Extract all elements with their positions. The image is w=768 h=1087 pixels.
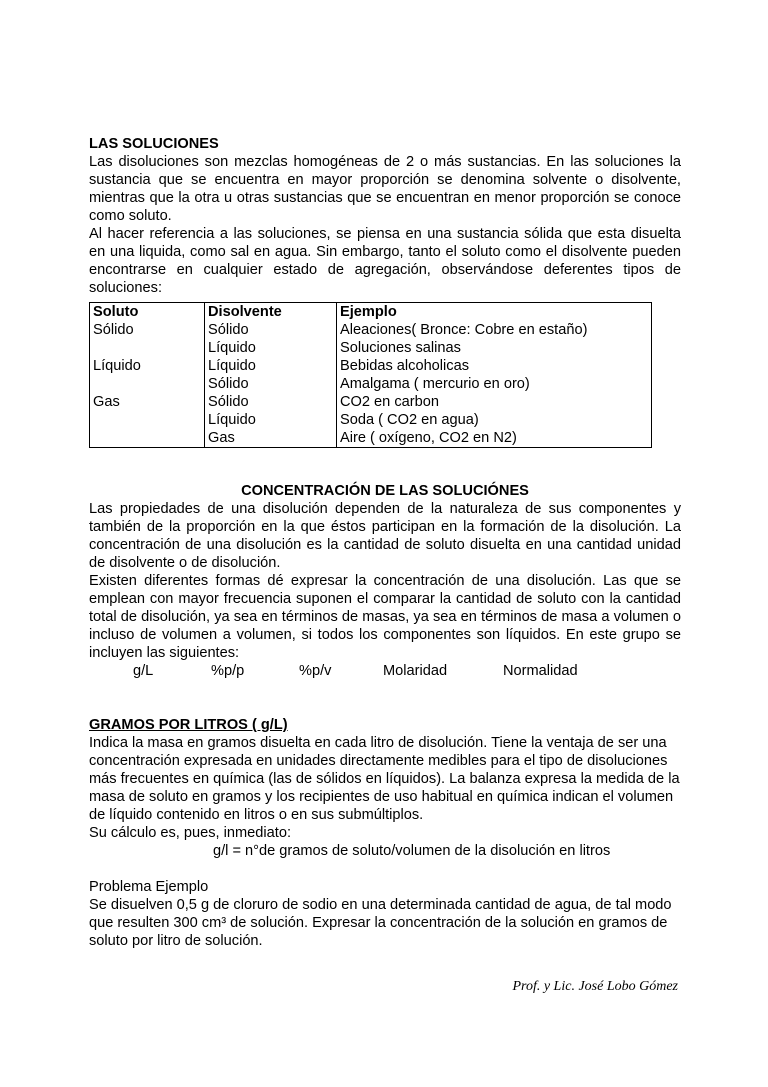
unit-item: Normalidad [503,663,578,679]
spacer [89,860,681,878]
table-row [90,411,652,429]
cell-disolvente: Gas [205,429,337,448]
formula: g/l = n°de gramos de soluto/volumen de la disolución en litros [213,843,611,859]
paragraph-tipos: Al hacer referencia a las soluciones, se piensa en una sustancia sólida que esta disuelta en una liquida, como sal en agua. Sin embargo, tanto el soluto como el disolvente pueden encontrarse en cualquier estado de agregación, observándose deferentes tipos de soluciones: [89,226,681,296]
units-list [89,662,681,680]
cell-ejemplo: CO2 en carbon [337,393,652,411]
spacer [89,448,681,482]
table-row [90,375,652,393]
paragraph-formas: Existen diferentes formas dé expresar la concentración de una disolución. Las que se emplean con mayor frecuencia suponen el comparar la cantidad de soluto con la cantidad total de disolución, ya sea en términos de masas, ya sea en términos de masa a volumen o incluso de volumen a volumen, si todos los componentes son líquidos. En este grupo se incluyen las siguientes: [89,573,681,661]
cell-disolvente: Sólido [205,375,337,393]
paragraph-calculo: Su cálculo es, pues, inmediato: [89,825,291,841]
section-title-concentracion: CONCENTRACIÓN DE LAS SOLUCIÓNES [241,483,529,499]
cell-soluto [90,375,205,393]
unit-item: Molaridad [383,663,448,679]
header-disolvente: Disolvente [205,303,337,322]
table-row [90,357,652,375]
cell-disolvente: Líquido [205,357,337,375]
table-row [90,321,652,339]
cell-ejemplo: Soluciones salinas [337,339,652,357]
cell-disolvente: Líquido [205,339,337,357]
table-row [90,393,652,411]
table-row [90,429,652,448]
cell-disolvente: Líquido [205,411,337,429]
solutions-table [89,302,652,448]
document-page [89,135,681,950]
paragraph-definicion: Las disoluciones son mezclas homogéneas de 2 o más sustancias. En las soluciones la sustancia que se encuentra en mayor proporción se denomina solvente o disolvente, mientras que la otra u otras sustancias que se encuentran en menor proporción se conoce como soluto. [89,154,681,224]
header-ejemplo: Ejemplo [337,303,652,322]
cell-soluto: Sólido [90,321,205,339]
cell-soluto [90,411,205,429]
section-title-gramos: GRAMOS POR LITROS ( g/L) [89,717,288,733]
cell-disolvente: Sólido [205,393,337,411]
unit-item: %p/v [299,663,332,679]
unit-item: g/L [133,663,154,679]
paragraph-gramos: Indica la masa en gramos disuelta en cada litro de disolución. Tiene la ventaja de ser una concentración expresada en unidades directamente medibles para el tipo de disoluciones más frecuentes en química (las de sólidos en líquidos). La balanza expresa la medida de la masa de soluto en gramos y los recipientes de uso habitual en química indican el volumen de líquido contenido en litros o en sus submúltiplos. [89,735,680,823]
cell-soluto [90,429,205,448]
cell-soluto: Gas [90,393,205,411]
header-soluto: Soluto [90,303,205,322]
section-title-soluciones: LAS SOLUCIONES [89,136,219,152]
cell-ejemplo: Soda ( CO2 en agua) [337,411,652,429]
table-header-row [90,303,652,322]
cell-ejemplo: Aire ( oxígeno, CO2 en N2) [337,429,652,448]
unit-item: %p/p [211,663,245,679]
footer-author: Prof. y Lic. José Lobo Gómez [512,979,678,994]
cell-ejemplo: Amalgama ( mercurio en oro) [337,375,652,393]
cell-ejemplo: Bebidas alcoholicas [337,357,652,375]
spacer [89,680,681,716]
cell-soluto [90,339,205,357]
problem-text: Se disuelven 0,5 g de cloruro de sodio en una determinada cantidad de agua, de tal modo que resulten 300 cm³ de solución. Expresar la concentración de la solución en gramos de soluto por litro de solución. [89,897,672,949]
cell-soluto: Líquido [90,357,205,375]
cell-ejemplo: Aleaciones( Bronce: Cobre en estaño) [337,321,652,339]
paragraph-propiedades: Las propiedades de una disolución dependen de la naturaleza de sus componentes y también de la proporción en la que éstos participan en la formación de la disolución. La concentración de una disolución es la cantidad de soluto disuelta en una cantidad unidad de disolvente o de disolución. [89,501,681,571]
table-row [90,339,652,357]
problem-title: Problema Ejemplo [89,879,209,895]
cell-disolvente: Sólido [205,321,337,339]
